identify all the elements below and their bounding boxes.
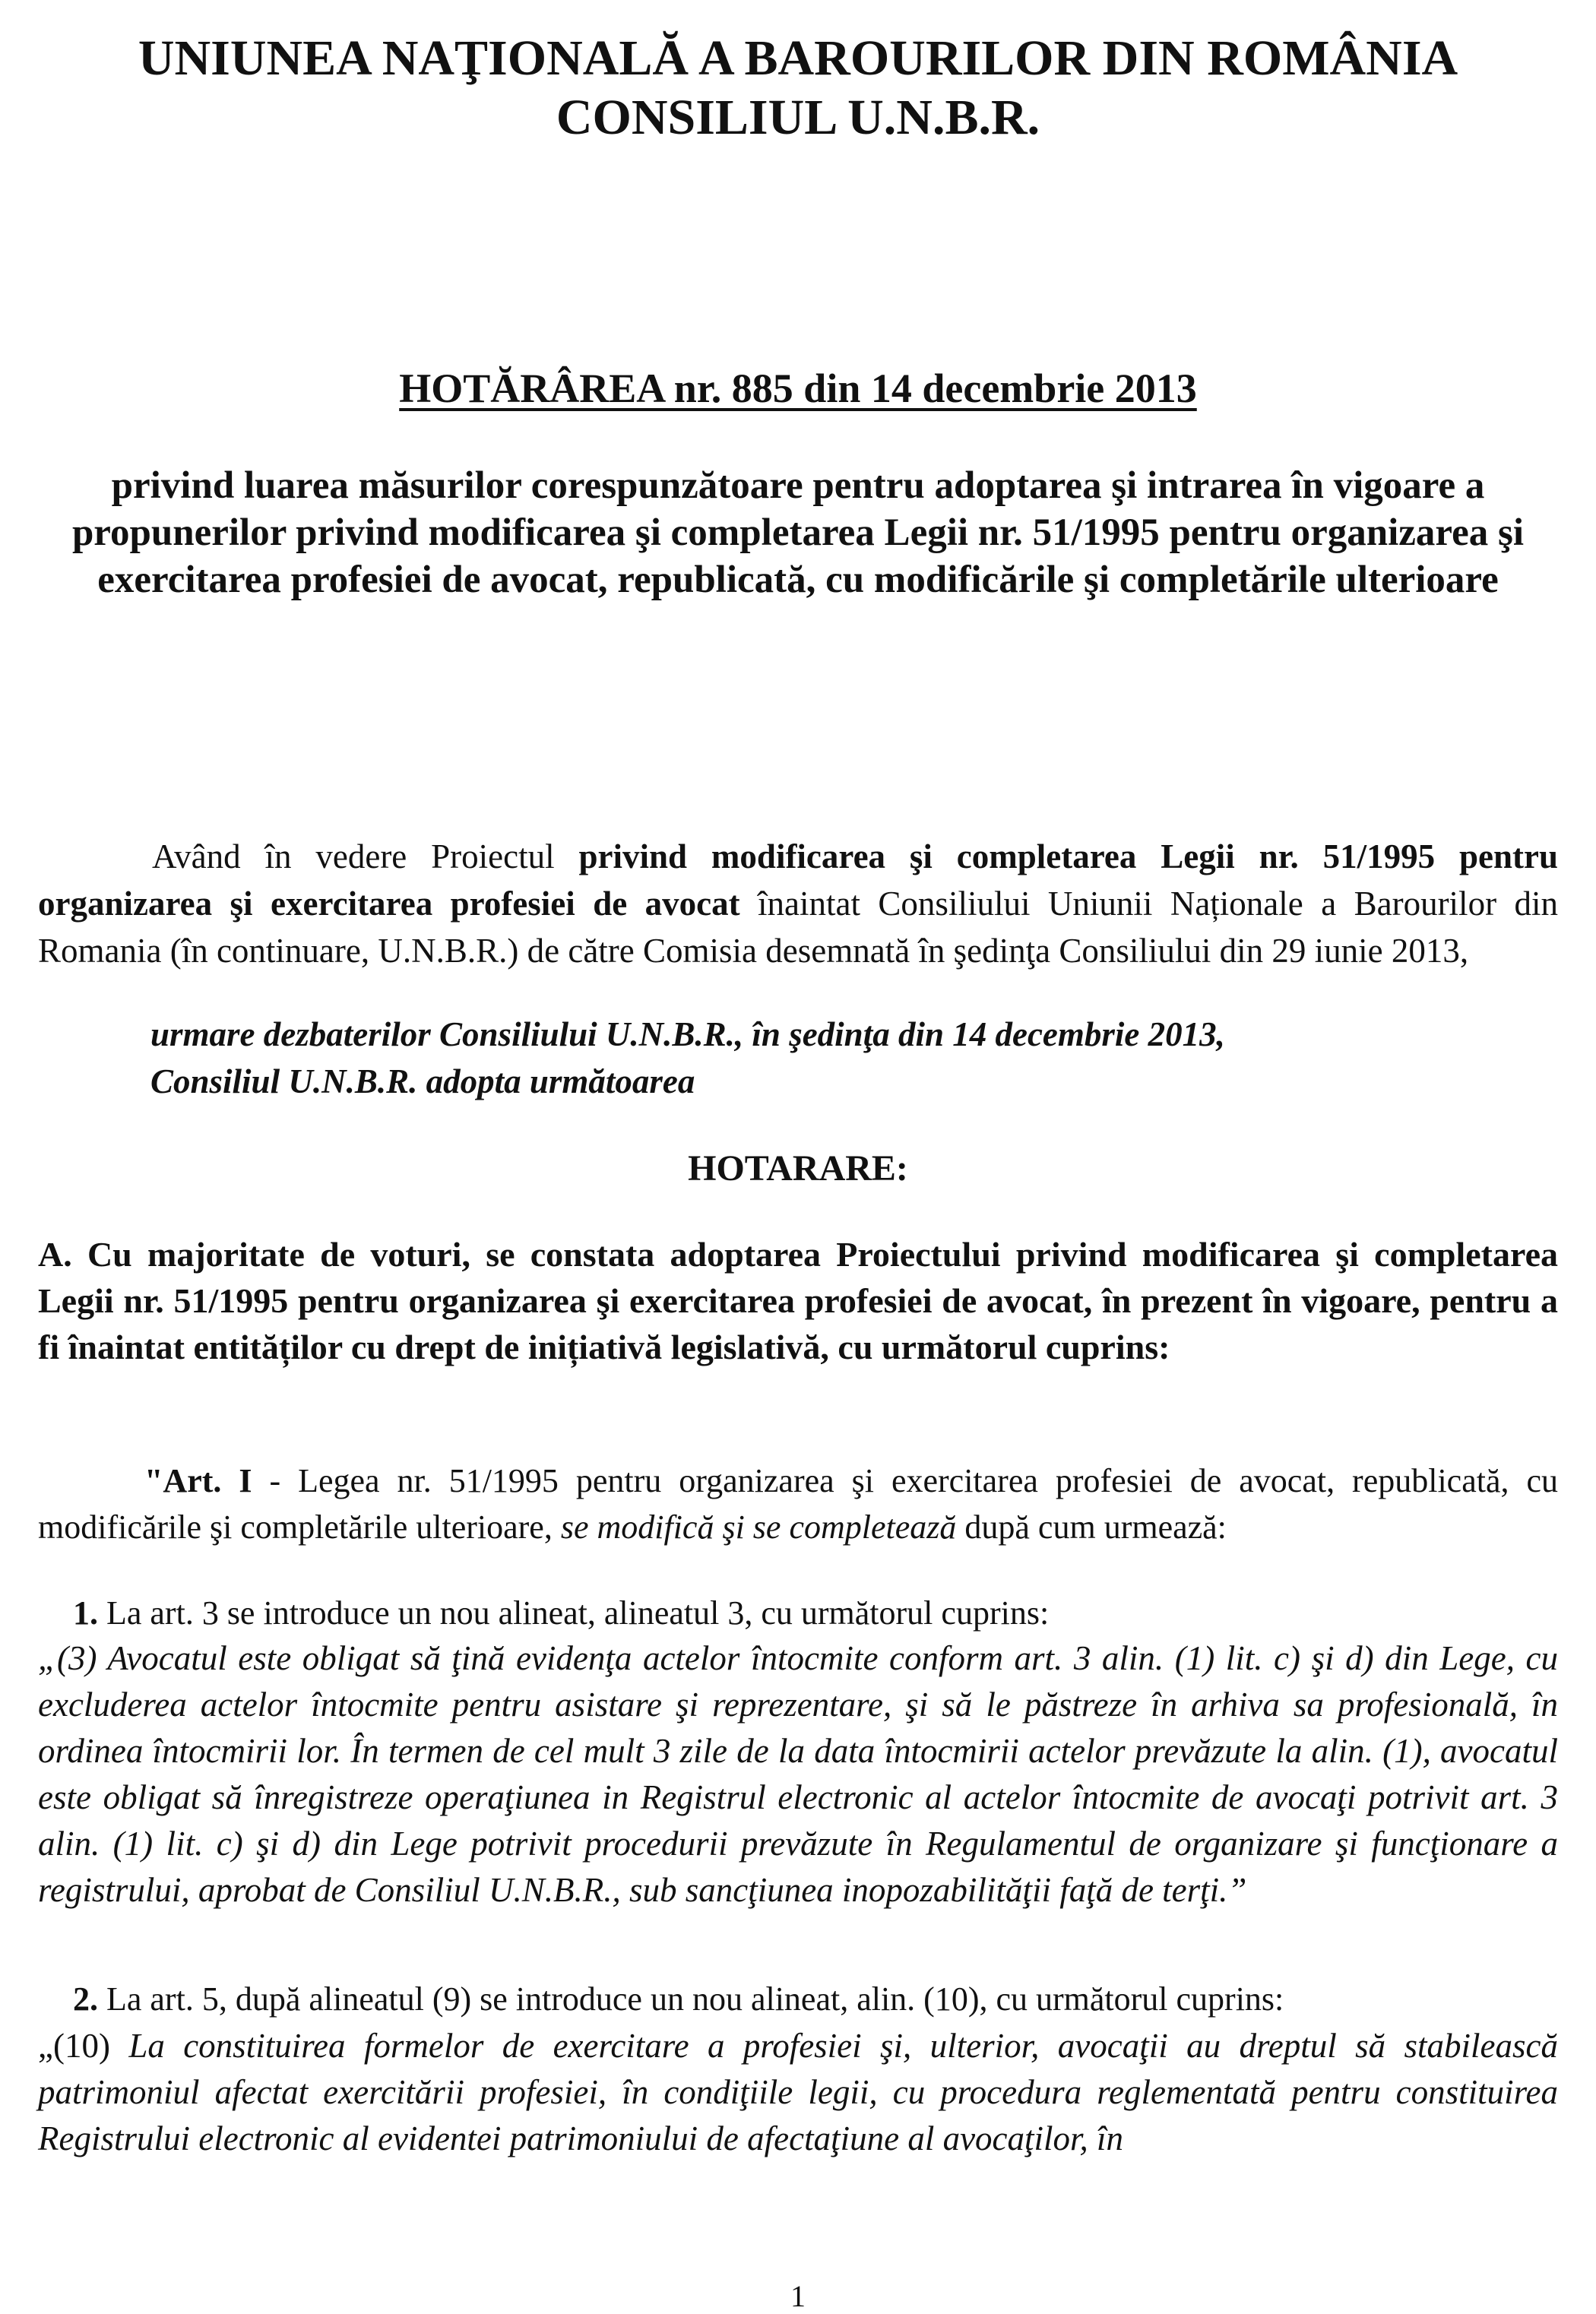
preamble-paragraph: Având în vedere Proiectul privind modificarea şi completarea Legii nr. 51/1995 pentru organizarea şi exercitarea profesiei de avocat înaintat Consiliului Uniunii Naționale a Barourilor din Romania (în continuare, U.N.B.R.) de către Comisia desemnată în şedinţa Consiliului din 29 iunie 2013, bbox=[38, 837, 1558, 970]
adoption-line: Consiliul U.N.B.R. adopta următoarea bbox=[150, 1062, 695, 1100]
project-title: privind modificarea şi completarea Legii nr. 51/1995 pentru organizarea şi exercitarea profesiei de avocat bbox=[38, 837, 1558, 923]
organization-name: UNIUNEA NAŢIONALĂ A BAROURILOR DIN ROMÂNIA bbox=[138, 30, 1458, 86]
decision-subject: privind luarea măsurilor corespunzătoare pentru adoptarea şi intrarea în vigoare a propunerilor privind modificarea şi completarea Legii nr. 51/1995 pentru organizarea şi exercitarea profesiei de avocat, republicată, cu modificările şi completările ulterioare bbox=[71, 464, 1525, 601]
section-a: A. Cu majoritate de voturi, se constata adoptarea Proiectului privind modificarea şi completarea Legii nr. 51/1995 pentru organizarea şi exercitarea profesiei de avocat, în prezent în vigoare, pentru a fi înaintat entităților cu drept de inițiativă legislativă, cu următorul cuprins: bbox=[38, 1235, 1558, 1366]
article-one-intro: "Art. I - Legea nr. 51/1995 pentru organizarea şi exercitarea profesiei de avocat, republicată, cu modificările şi completările ulterioare, se modifică şi se completează după cum urmează: bbox=[38, 1462, 1558, 1546]
item-2-heading: 2. La art. 5, după alineatul (9) se introduce un nou alineat, alin. (10), cu următorul cuprins: bbox=[73, 1980, 1284, 2018]
hotarare-heading: HOTARARE: bbox=[688, 1148, 908, 1189]
deliberation-line: urmare dezbaterilor Consiliului U.N.B.R., în şedinţa din 14 decembrie 2013, bbox=[150, 1015, 1225, 1053]
decision-title: HOTĂRÂREA nr. 885 din 14 decembrie 2013 bbox=[399, 366, 1197, 411]
page-number: 1 bbox=[790, 2279, 806, 2313]
item-1-quote: „(3) Avocatul este obligat să ţină evidenţa actelor întocmite conform art. 3 alin. (1) lit. c) şi d) din Lege, cu excluderea actelor întocmite pentru asistare şi reprezentare, şi să le păstreze în arhiva sa profesională, în ordinea întocmirii lor. În termen de cel mult 3 zile de la data întocmirii actelor prevăzute la alin. (1), avocatul este obligat să înregistreze operaţiunea in Registrul electronic al actelor întocmite de avocaţi potrivit art. 3 alin. (1) lit. c) şi d) din Lege potrivit procedurii prevăzute în Regulamentul de organizare şi funcţionare a registrului, aprobat de Consiliul U.N.B.R., sub sancţiunea inopozabilităţii faţă de terţi.” bbox=[38, 1639, 1558, 1909]
item-1-heading: 1. La art. 3 se introduce un nou alineat, alineatul 3, cu următorul cuprins: bbox=[73, 1594, 1050, 1632]
council-name: CONSILIUL U.N.B.R. bbox=[556, 90, 1040, 145]
item-2-quote: „(10) La constituirea formelor de exercitare a profesiei şi, ulterior, avocaţii au dreptul să stabilească patrimoniul afectat exercitării profesiei, în condiţiile legii, cu procedura reglementată pentru constituirea Registrului electronic al evidentei patrimoniului de afectaţiune al avocaţilor, în bbox=[38, 2027, 1558, 2157]
